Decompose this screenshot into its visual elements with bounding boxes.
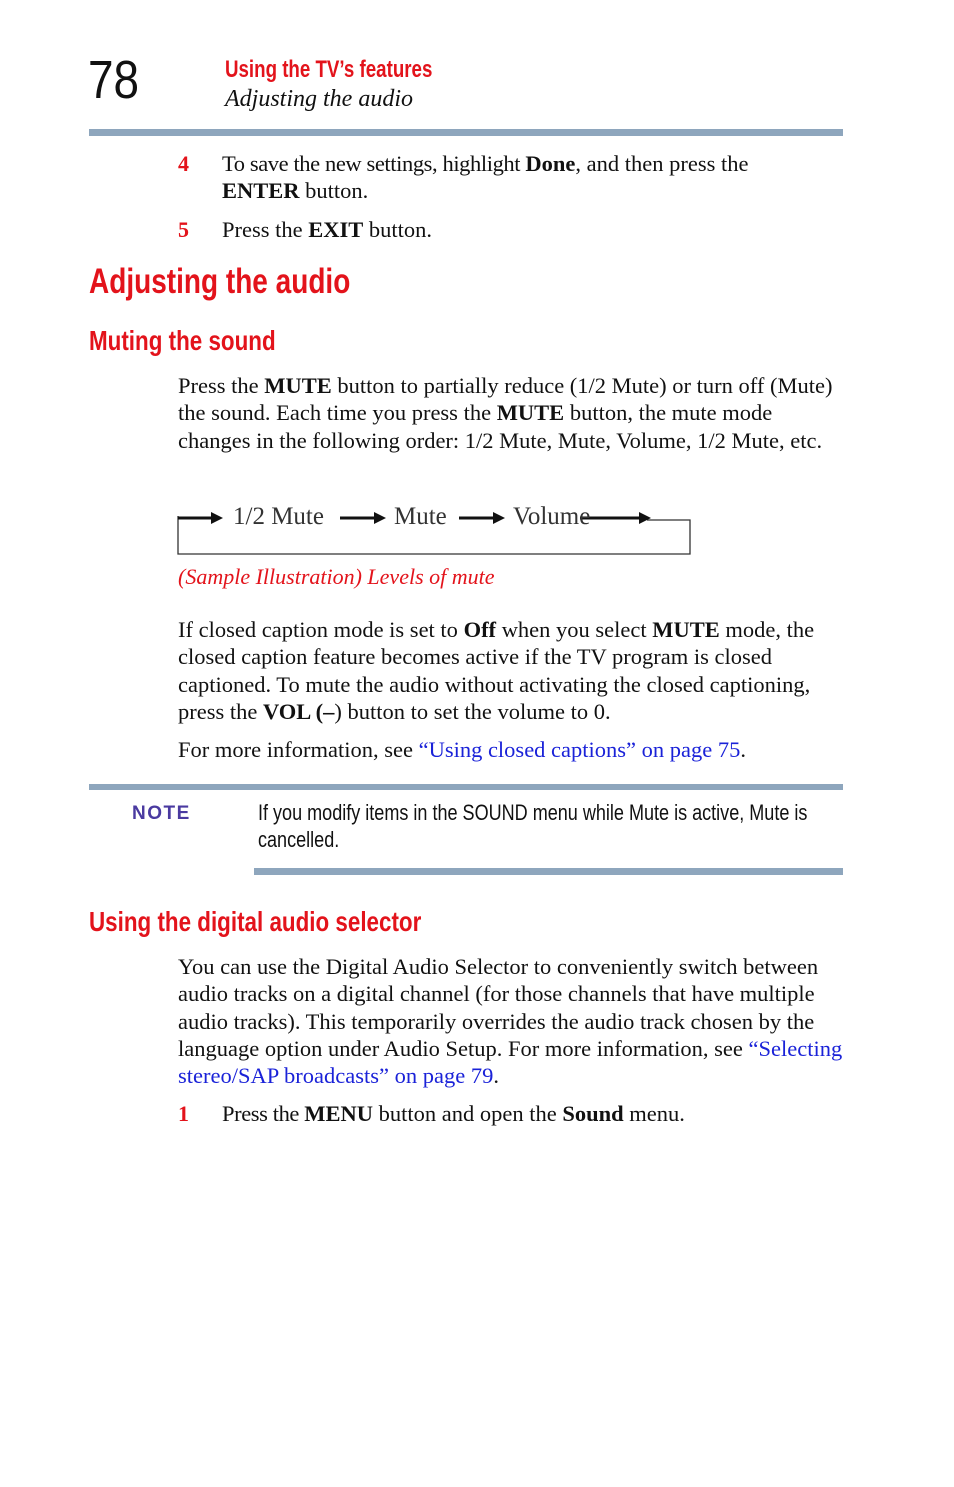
mute-levels-diagram [177,503,693,557]
step-number: 1 [178,1101,189,1126]
subsection-title-muting: Muting the sound [89,325,276,356]
step-number: 5 [178,217,189,242]
step-text: To save the new settings, highlight Done, and then press the ENTER button. [222,151,749,203]
step-number: 4 [178,151,189,176]
mute-level-mute: Mute [394,503,447,530]
section-running-head: Adjusting the audio [225,86,413,112]
closed-captions-link[interactable]: “Using closed captions” on page 75 [418,737,741,762]
mute-level-half: 1/2 Mute [233,503,324,530]
muting-paragraph: Press the MUTE button to partially reduce (1/2 Mute) or turn off (Mute) the sound. Each time you press the MUTE button, the mute mode changes in the following order: 1/2 Mute, Mute, Volume, 1/2 Mute, etc. [178,373,833,453]
note-text: If you modify items in the SOUND menu while Mute is active, Mute is cancelled. [258,800,808,852]
closed-caption-paragraph: If closed caption mode is set to Off when you select MUTE mode, the closed caption feature becomes active if the TV program is closed captioned. To mute the audio without activating the closed captioning, press the VOL (–) button to set the volume to 0. [178,617,815,724]
diagram-caption: (Sample Illustration) Levels of mute [178,564,495,589]
digital-paragraph: You can use the Digital Audio Selector to conveniently switch between audio tracks on a digital channel (for those channels that have multiple audio tracks). This temporarily overrides the audio track chosen by the language option under Audio Setup. For more information, see “Selecting stereo/SAP broadcasts” on page 79. [178,954,843,1089]
step-text: Press the MENU button and open the Sound menu. [222,1101,685,1126]
subsection-title-digital: Using the digital audio selector [89,906,422,937]
stereo-sap-link[interactable]: “Selecting stereo/SAP broadcasts” on page 79 [178,1035,843,1089]
chapter-title: Using the TV’s features [225,56,433,83]
note-top-rule [89,784,843,790]
note-bottom-rule [254,868,843,875]
mute-level-volume: Volume [513,503,591,530]
section-title: Adjusting the audio [89,262,351,301]
step-text: Press the EXIT button. [222,217,433,242]
more-info-line: For more information, see “Using closed captions” on page 75. [178,737,746,762]
page-number: 78 [88,50,140,110]
note-label: NOTE [132,803,191,824]
header-rule [89,129,843,136]
